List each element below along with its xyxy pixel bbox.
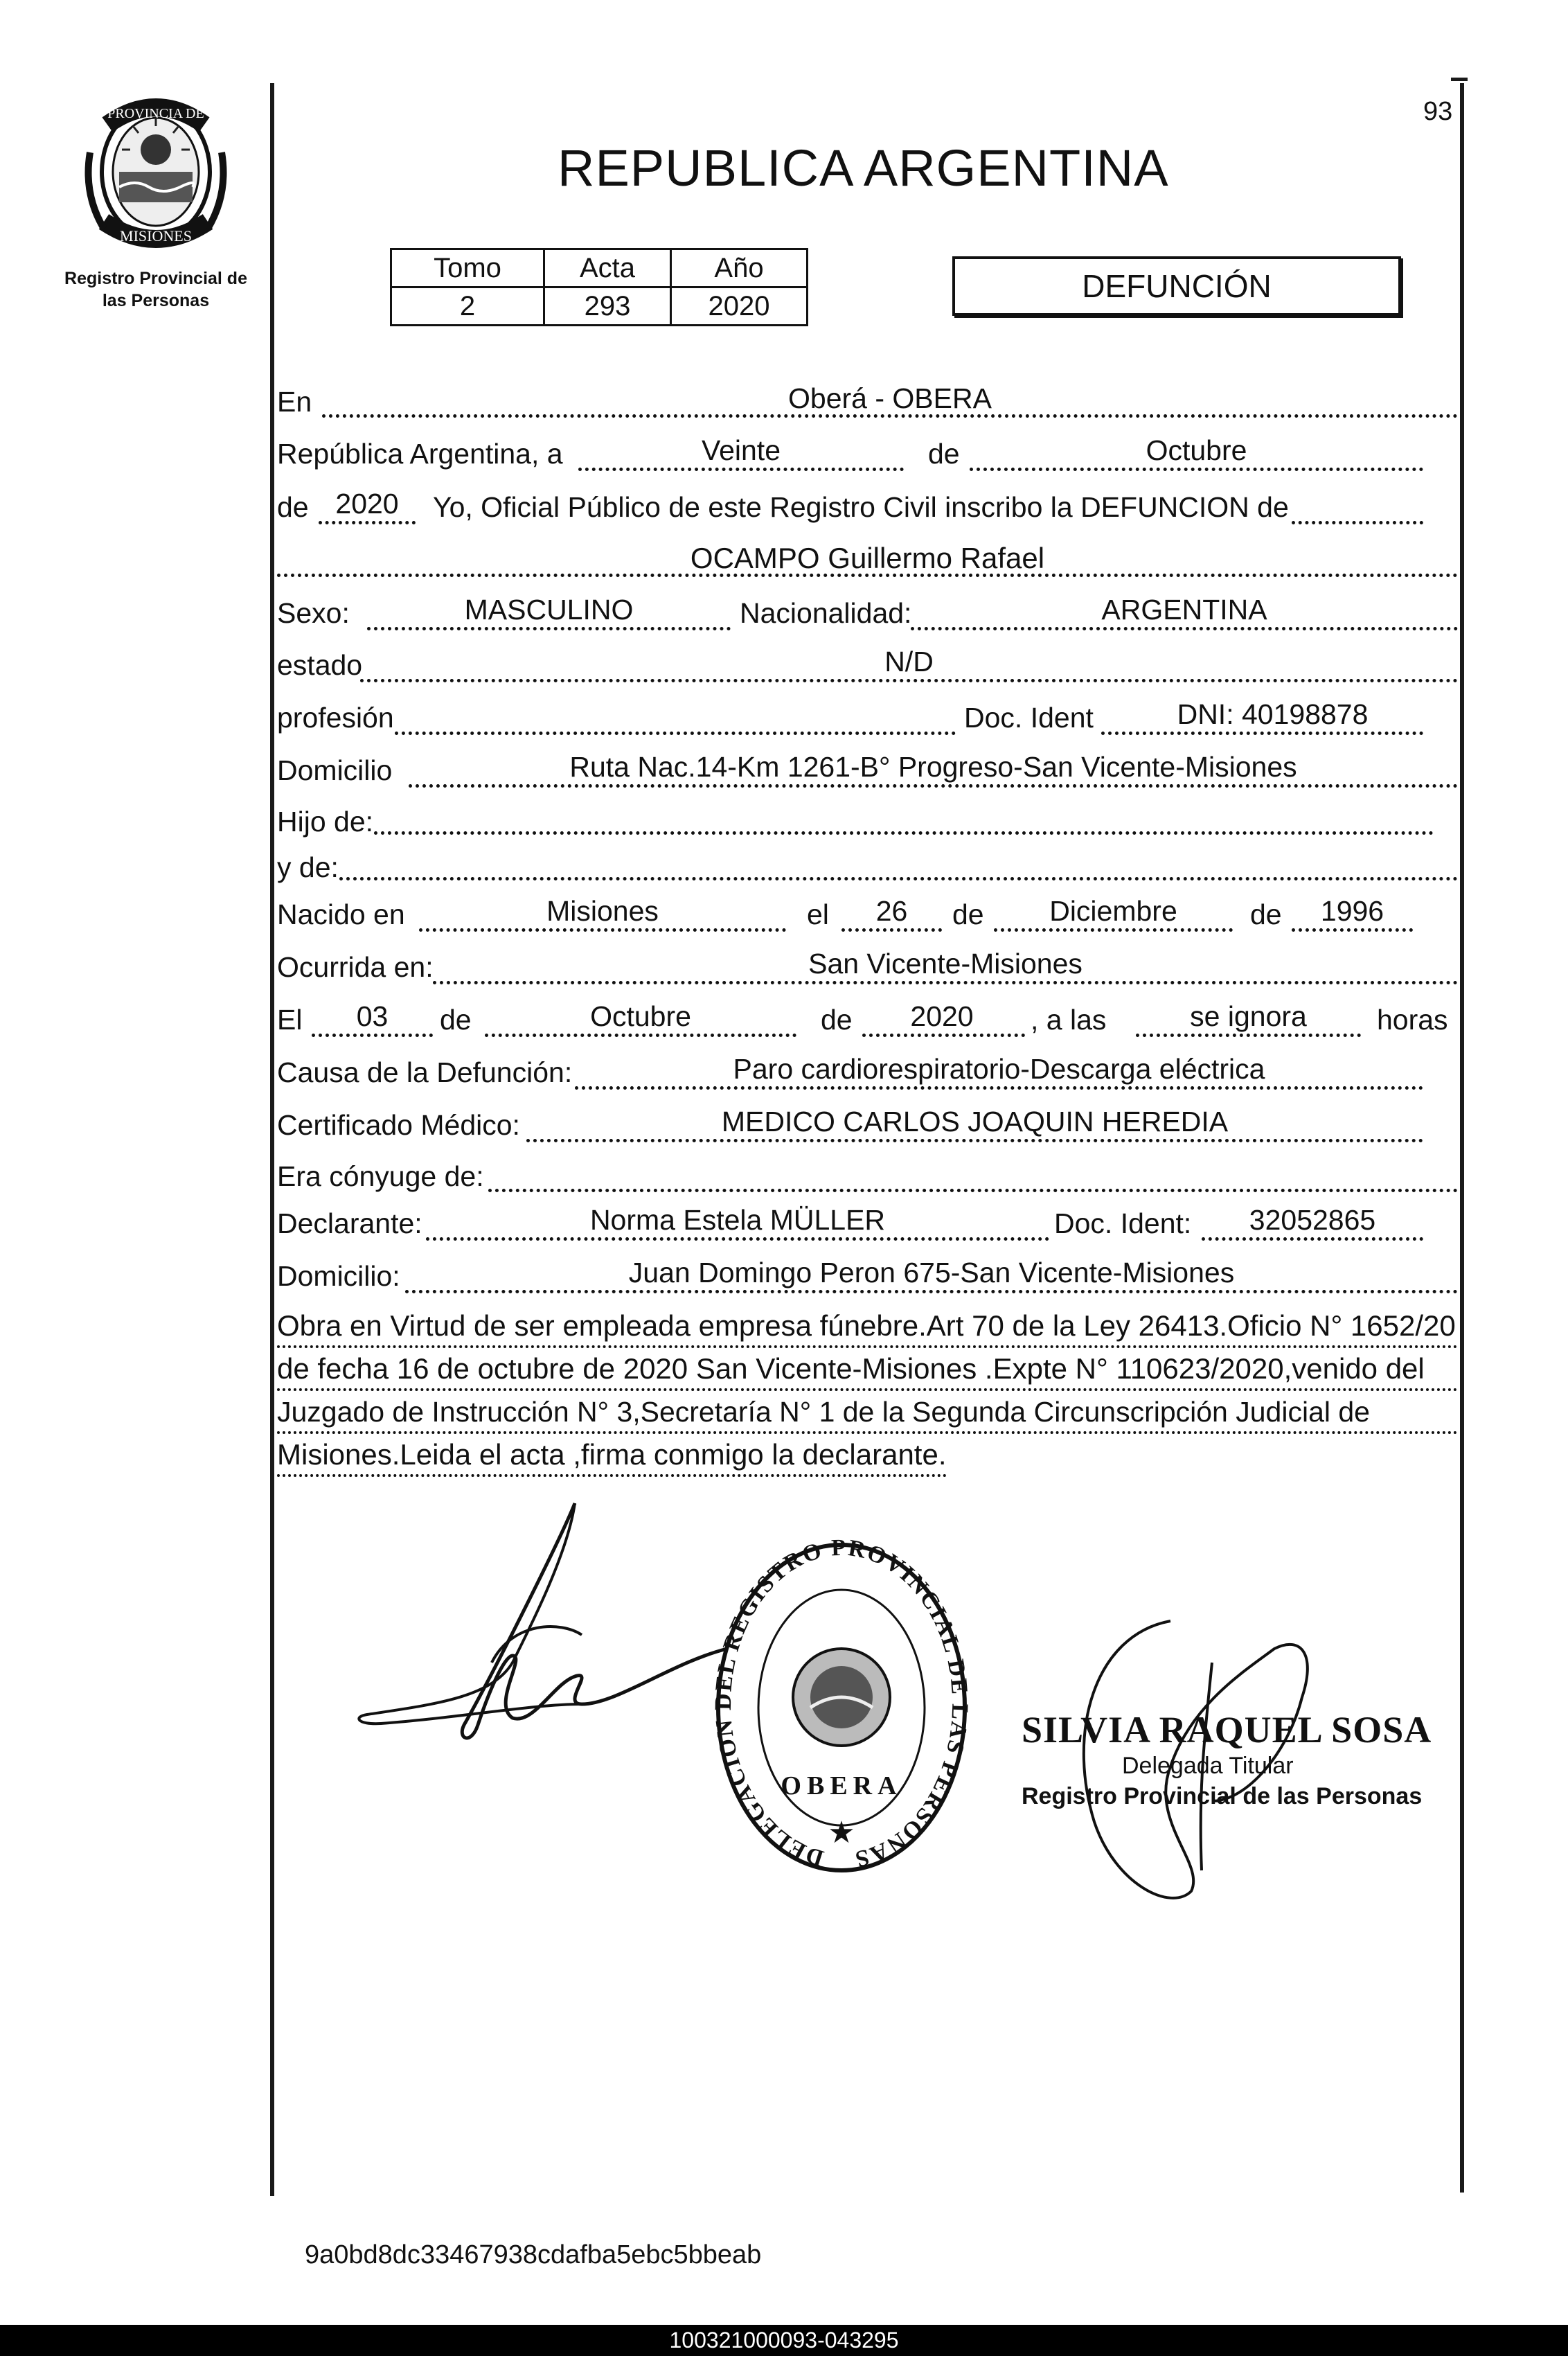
de5-label: de	[440, 1004, 472, 1036]
record-table-value-acta: 293	[544, 287, 671, 326]
birth-year-value: 1996	[1320, 895, 1384, 927]
birth-day-dotted-line	[841, 928, 942, 932]
nacido-label: Nacido en	[277, 898, 405, 930]
svg-text:OBERA: OBERA	[781, 1771, 902, 1800]
registry-seal-icon	[706, 1538, 977, 1884]
conyuge-dotted-line	[488, 1189, 1458, 1192]
ocurrida-dotted-line	[433, 981, 1458, 984]
nacionalidad-dotted-line	[911, 627, 1458, 630]
yde-label: y de:	[277, 851, 339, 883]
doc-ident2-dotted-line	[1202, 1237, 1423, 1241]
domicilio2-label: Domicilio:	[277, 1260, 400, 1292]
issuer-line-2: las Personas	[102, 291, 210, 310]
doc-ident2-value: 32052865	[1249, 1204, 1376, 1236]
death-day-dotted-line	[312, 1034, 433, 1037]
en-dotted-line	[322, 414, 1458, 418]
yo-text: Yo, Oficial Público de este Registro Civil inscribo la DEFUNCION de	[433, 491, 1289, 523]
declarant-signature	[353, 1496, 741, 1753]
day-dotted-line	[578, 468, 904, 471]
top-right-tick	[1451, 78, 1468, 81]
official-role: Delegada Titular	[1122, 1753, 1294, 1779]
horas-label: horas	[1377, 1004, 1448, 1036]
month-dotted-line	[970, 468, 1423, 471]
notes-line: Obra en Virtud de ser empleada empresa fúnebre.Art 70 de la Ley 26413.Oficio N° 1652/20	[277, 1307, 1458, 1348]
notes-line: Juzgado de Instrucción N° 3,Secretaría N° 1 de la Segunda Circunscripción Judicial de	[277, 1392, 1458, 1434]
svg-text:★: ★	[828, 1816, 855, 1850]
issuer-line-1: Registro Provincial de	[64, 269, 247, 288]
sexo-dotted-line	[367, 627, 731, 630]
profesion-label: profesión	[277, 702, 394, 734]
record-table-header-acta: Acta	[544, 249, 671, 287]
birth-year-dotted-line	[1292, 928, 1413, 932]
notes-line: de fecha 16 de octubre de 2020 San Vicente-Misiones .Expte N° 110623/2020,venido del	[277, 1349, 1458, 1391]
profesion-dotted-line	[395, 732, 956, 735]
de6-label: de	[821, 1004, 853, 1036]
el2-label: El	[277, 1004, 303, 1036]
yo-dotted-line	[1292, 521, 1423, 524]
domicilio2-value: Juan Domingo Peron 675-San Vicente-Misiones	[628, 1257, 1235, 1288]
en-label: En	[277, 386, 312, 418]
page-title: REPUBLICA ARGENTINA	[558, 139, 1169, 197]
yde-dotted-line	[339, 877, 1458, 880]
notes-line: Misiones.Leida el acta ,firma conmigo la declarante.	[277, 1435, 947, 1477]
estado-value: N/D	[884, 646, 934, 677]
nacionalidad-value: ARGENTINA	[1101, 594, 1267, 626]
left-border-line	[270, 83, 274, 2196]
document-type-label: DEFUNCIÓN	[1082, 268, 1272, 304]
nacionalidad-label: Nacionalidad:	[740, 597, 912, 629]
death-year-value: 2020	[910, 1000, 974, 1032]
nacido-dotted-line	[419, 928, 786, 932]
estado-dotted-line	[360, 679, 1458, 682]
republica-label: República Argentina, a	[277, 438, 563, 470]
hour-value: se ignora	[1190, 1000, 1307, 1032]
record-table-value-row	[391, 287, 808, 326]
certificado-dotted-line	[526, 1139, 1423, 1142]
month-value: Octubre	[1146, 434, 1247, 466]
causa-label: Causa de la Defunción:	[277, 1056, 573, 1088]
nacido-value: Misiones	[546, 895, 659, 927]
en-value: Oberá - OBERA	[788, 382, 992, 414]
domicilio-value: Ruta Nac.14-Km 1261-B° Progreso-San Vicente-Misiones	[569, 751, 1297, 783]
de2-label: de	[277, 491, 309, 523]
year-value: 2020	[335, 488, 399, 520]
sexo-label: Sexo:	[277, 597, 350, 629]
svg-text:PROVINCIA DE: PROVINCIA DE	[107, 106, 204, 121]
causa-dotted-line	[575, 1086, 1423, 1090]
page-number: 93	[1423, 97, 1453, 126]
declarante-dotted-line	[426, 1237, 1049, 1241]
birth-day-value: 26	[875, 895, 908, 927]
right-border-line	[1460, 83, 1464, 2193]
doc-ident-label: Doc. Ident	[964, 702, 1094, 734]
document-type-box	[952, 256, 1401, 316]
footer-code-bar	[0, 2325, 1568, 2356]
el-label: el	[807, 898, 829, 930]
notes-paragraph	[277, 1307, 1458, 1478]
svg-text:DELEGACION DEL REGISTRO PROVIN: DELEGACION DEL REGISTRO PROVINCIAL DE LAS PERSONAS	[710, 1538, 973, 1872]
hijo-label: Hijo de:	[277, 806, 374, 838]
province-logo	[76, 90, 235, 256]
declarante-label: Declarante:	[277, 1207, 422, 1239]
record-table-header-tomo: Tomo	[391, 249, 544, 287]
record-table-header-ano: Año	[671, 249, 808, 287]
hijo-dotted-line	[374, 831, 1434, 835]
conyuge-label: Era cónyuge de:	[277, 1160, 484, 1192]
domicilio-label: Domicilio	[277, 754, 393, 786]
hour-dotted-line	[1136, 1034, 1361, 1037]
name-value: OCAMPO Guillermo Rafael	[690, 542, 1045, 574]
ocurrida-label: Ocurrida en:	[277, 951, 434, 983]
record-table	[390, 248, 808, 326]
birth-month-dotted-line	[994, 928, 1233, 932]
year-dotted-line	[319, 521, 416, 524]
de3-label: de	[952, 898, 984, 930]
death-day-value: 03	[356, 1000, 389, 1032]
estado-label: estado	[277, 649, 363, 681]
svg-text:MISIONES: MISIONES	[120, 227, 192, 245]
domicilio2-dotted-line	[405, 1290, 1458, 1293]
doc-ident2-label: Doc. Ident:	[1054, 1207, 1192, 1239]
causa-value: Paro cardiorespiratorio-Descarga eléctrica	[733, 1053, 1265, 1085]
death-month-dotted-line	[485, 1034, 796, 1037]
province-coat-of-arms-icon	[76, 90, 235, 256]
document-hash: 9a0bd8dc33467938cdafba5ebc5bbeab	[305, 2240, 762, 2269]
record-table-header-row	[391, 249, 808, 287]
declarante-value: Norma Estela MÜLLER	[589, 1204, 886, 1236]
record-table-value-ano: 2020	[671, 287, 808, 326]
de-label: de	[928, 438, 960, 470]
doc-ident-value: DNI: 40198878	[1177, 698, 1369, 730]
footer-code: 100321000093-043295	[669, 2328, 899, 2353]
birth-month-value: Diciembre	[1049, 895, 1177, 927]
ocurrida-value: San Vicente-Misiones	[808, 948, 1083, 980]
certificado-label: Certificado Médico:	[277, 1109, 520, 1141]
certificado-value: MEDICO CARLOS JOAQUIN HEREDIA	[721, 1106, 1229, 1137]
sexo-value: MASCULINO	[464, 594, 634, 626]
domicilio-dotted-line	[409, 784, 1458, 788]
official-name: SILVIA RAQUEL SOSA	[1022, 1709, 1432, 1751]
alas-label: , a las	[1031, 1004, 1107, 1036]
doc-ident-dotted-line	[1101, 732, 1423, 735]
death-year-dotted-line	[862, 1034, 1025, 1037]
official-office: Registro Provincial de las Personas	[1022, 1783, 1423, 1809]
registry-seal	[706, 1538, 977, 1884]
death-month-value: Octubre	[590, 1000, 691, 1032]
record-table-value-tomo: 2	[391, 287, 544, 326]
de4-label: de	[1250, 898, 1282, 930]
day-value: Veinte	[702, 434, 781, 466]
